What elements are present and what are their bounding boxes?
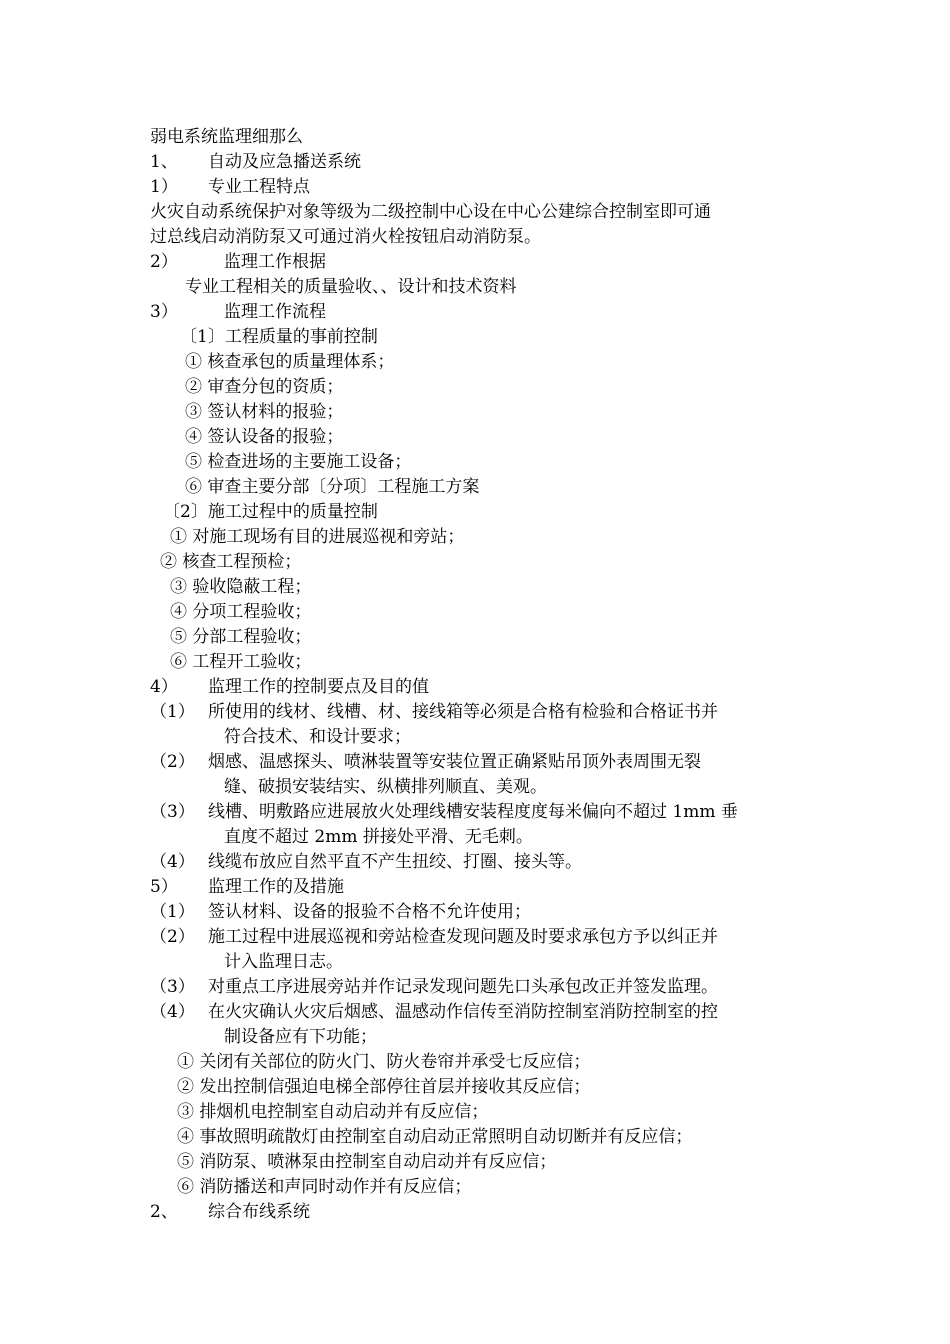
part-3-subheading-1: 〔1〕工程质量的事前控制 bbox=[180, 327, 378, 347]
list-item: ④ 分项工程验收； bbox=[170, 602, 312, 622]
list-item: ③ 签认材料的报验； bbox=[185, 402, 344, 422]
part-4-number: 4） bbox=[150, 677, 178, 697]
part-3-heading: 监理工作流程 bbox=[224, 302, 326, 322]
section-1-heading: 自动及应急播送系统 bbox=[208, 152, 361, 172]
list-item: ⑥ 工程开工验收； bbox=[170, 652, 312, 672]
part-4-item-4-line-1: 线缆布放应自然平直不产生扭绞、打圈、接头等。 bbox=[208, 852, 582, 872]
list-item: ⑤ 分部工程验收； bbox=[170, 627, 312, 647]
part-5-item-2-line-2: 计入监理日志。 bbox=[224, 952, 343, 972]
part-1-heading: 专业工程特点 bbox=[208, 177, 310, 197]
part-2-paragraph: 专业工程相关的质量验收、、设计和技术资料 bbox=[185, 277, 517, 297]
part-4-item-1-number: （1） bbox=[150, 702, 195, 722]
part-5-heading: 监理工作的及措施 bbox=[208, 877, 344, 897]
section-2-heading: 综合布线系统 bbox=[208, 1202, 310, 1222]
part-4-item-2-number: （2） bbox=[150, 752, 195, 772]
part-3-number: 3） bbox=[150, 302, 178, 322]
part-5-item-4-line-1: 在火灾确认火灾后烟感、温感动作信传至消防控制室消防控制室的控 bbox=[208, 1002, 718, 1022]
part-5-item-2-line-1: 施工过程中进展巡视和旁站检查发现问题及时要求承包方予以纠正并 bbox=[208, 927, 718, 947]
part-5-item-1-number: （1） bbox=[150, 902, 195, 922]
list-item: ② 审查分包的资质； bbox=[185, 377, 344, 397]
part-4-item-1-line-1: 所使用的线材、线槽、材、接线箱等必须是合格有检验和合格证书并 bbox=[208, 702, 718, 722]
part-4-item-3-line-1: 线槽、明敷路应进展放火处理线槽安装程度度每米偏向不超过 1mm 垂 bbox=[208, 802, 738, 822]
part-4-item-4-number: （4） bbox=[150, 852, 195, 872]
part-1-number: 1） bbox=[150, 177, 178, 197]
part-2-heading: 监理工作根据 bbox=[224, 252, 326, 272]
list-item: ③ 排烟机电控制室自动启动并有反应信； bbox=[177, 1102, 489, 1122]
list-item: ② 发出控制信强迫电梯全部停往首层并接收其反应信； bbox=[177, 1077, 591, 1097]
part-5-item-4-line-2: 制设备应有下功能； bbox=[224, 1027, 377, 1047]
part-4-item-2-line-2: 缝、破损安装结实、纵横排列顺直、美观。 bbox=[224, 777, 547, 797]
list-item: ④ 事故照明疏散灯由控制室自动启动正常照明自动切断并有反应信； bbox=[177, 1127, 693, 1147]
part-2-number: 2） bbox=[150, 252, 178, 272]
list-item: ① 关闭有关部位的防火门、防火卷帘并承受七反应信； bbox=[177, 1052, 591, 1072]
part-4-item-3-line-2: 直度不超过 2mm 拼接处平滑、无毛刺。 bbox=[224, 827, 533, 847]
part-1-paragraph-line-1: 火灾自动系统保护对象等级为二级控制中心设在中心公建综合控制室即可通 bbox=[150, 202, 711, 222]
part-5-item-2-number: （2） bbox=[150, 927, 195, 947]
list-item: ② 核查工程预检； bbox=[160, 552, 302, 572]
part-5-item-3-number: （3） bbox=[150, 977, 195, 997]
part-5-item-1-line-1: 签认材料、设备的报验不合格不允许使用； bbox=[208, 902, 531, 922]
part-4-heading: 监理工作的控制要点及目的值 bbox=[208, 677, 429, 697]
section-2-number: 2、 bbox=[150, 1202, 178, 1222]
list-item: ③ 验收隐蔽工程； bbox=[170, 577, 312, 597]
list-item: ⑥ 审查主要分部〔分项〕工程施工方案 bbox=[185, 477, 480, 497]
list-item: ⑥ 消防播送和声同时动作并有反应信； bbox=[177, 1177, 472, 1197]
part-3-subheading-2: 〔2〕施工过程中的质量控制 bbox=[163, 502, 378, 522]
document-title: 弱电系统监理细那么 bbox=[150, 127, 303, 147]
part-5-item-3-line-1: 对重点工序进展旁站并作记录发现问题先口头承包改正并签发监理。 bbox=[208, 977, 718, 997]
part-5-number: 5） bbox=[150, 877, 178, 897]
part-4-item-1-line-2: 符合技术、和设计要求； bbox=[224, 727, 411, 747]
part-1-paragraph-line-2: 过总线启动消防泵又可通过消火栓按钮启动消防泵。 bbox=[150, 227, 541, 247]
list-item: ① 对施工现场有目的进展巡视和旁站； bbox=[170, 527, 465, 547]
list-item: ⑤ 消防泵、喷淋泵由控制室自动启动并有反应信； bbox=[177, 1152, 557, 1172]
list-item: ⑤ 检查进场的主要施工设备； bbox=[185, 452, 412, 472]
part-5-item-4-number: （4） bbox=[150, 1002, 195, 1022]
section-1-number: 1、 bbox=[150, 152, 178, 172]
list-item: ① 核查承包的质量理体系； bbox=[185, 352, 395, 372]
list-item: ④ 签认设备的报验； bbox=[185, 427, 344, 447]
part-4-item-2-line-1: 烟感、温感探头、喷淋装置等安装位置正确紧贴吊顶外表周围无裂 bbox=[208, 752, 701, 772]
part-4-item-3-number: （3） bbox=[150, 802, 195, 822]
